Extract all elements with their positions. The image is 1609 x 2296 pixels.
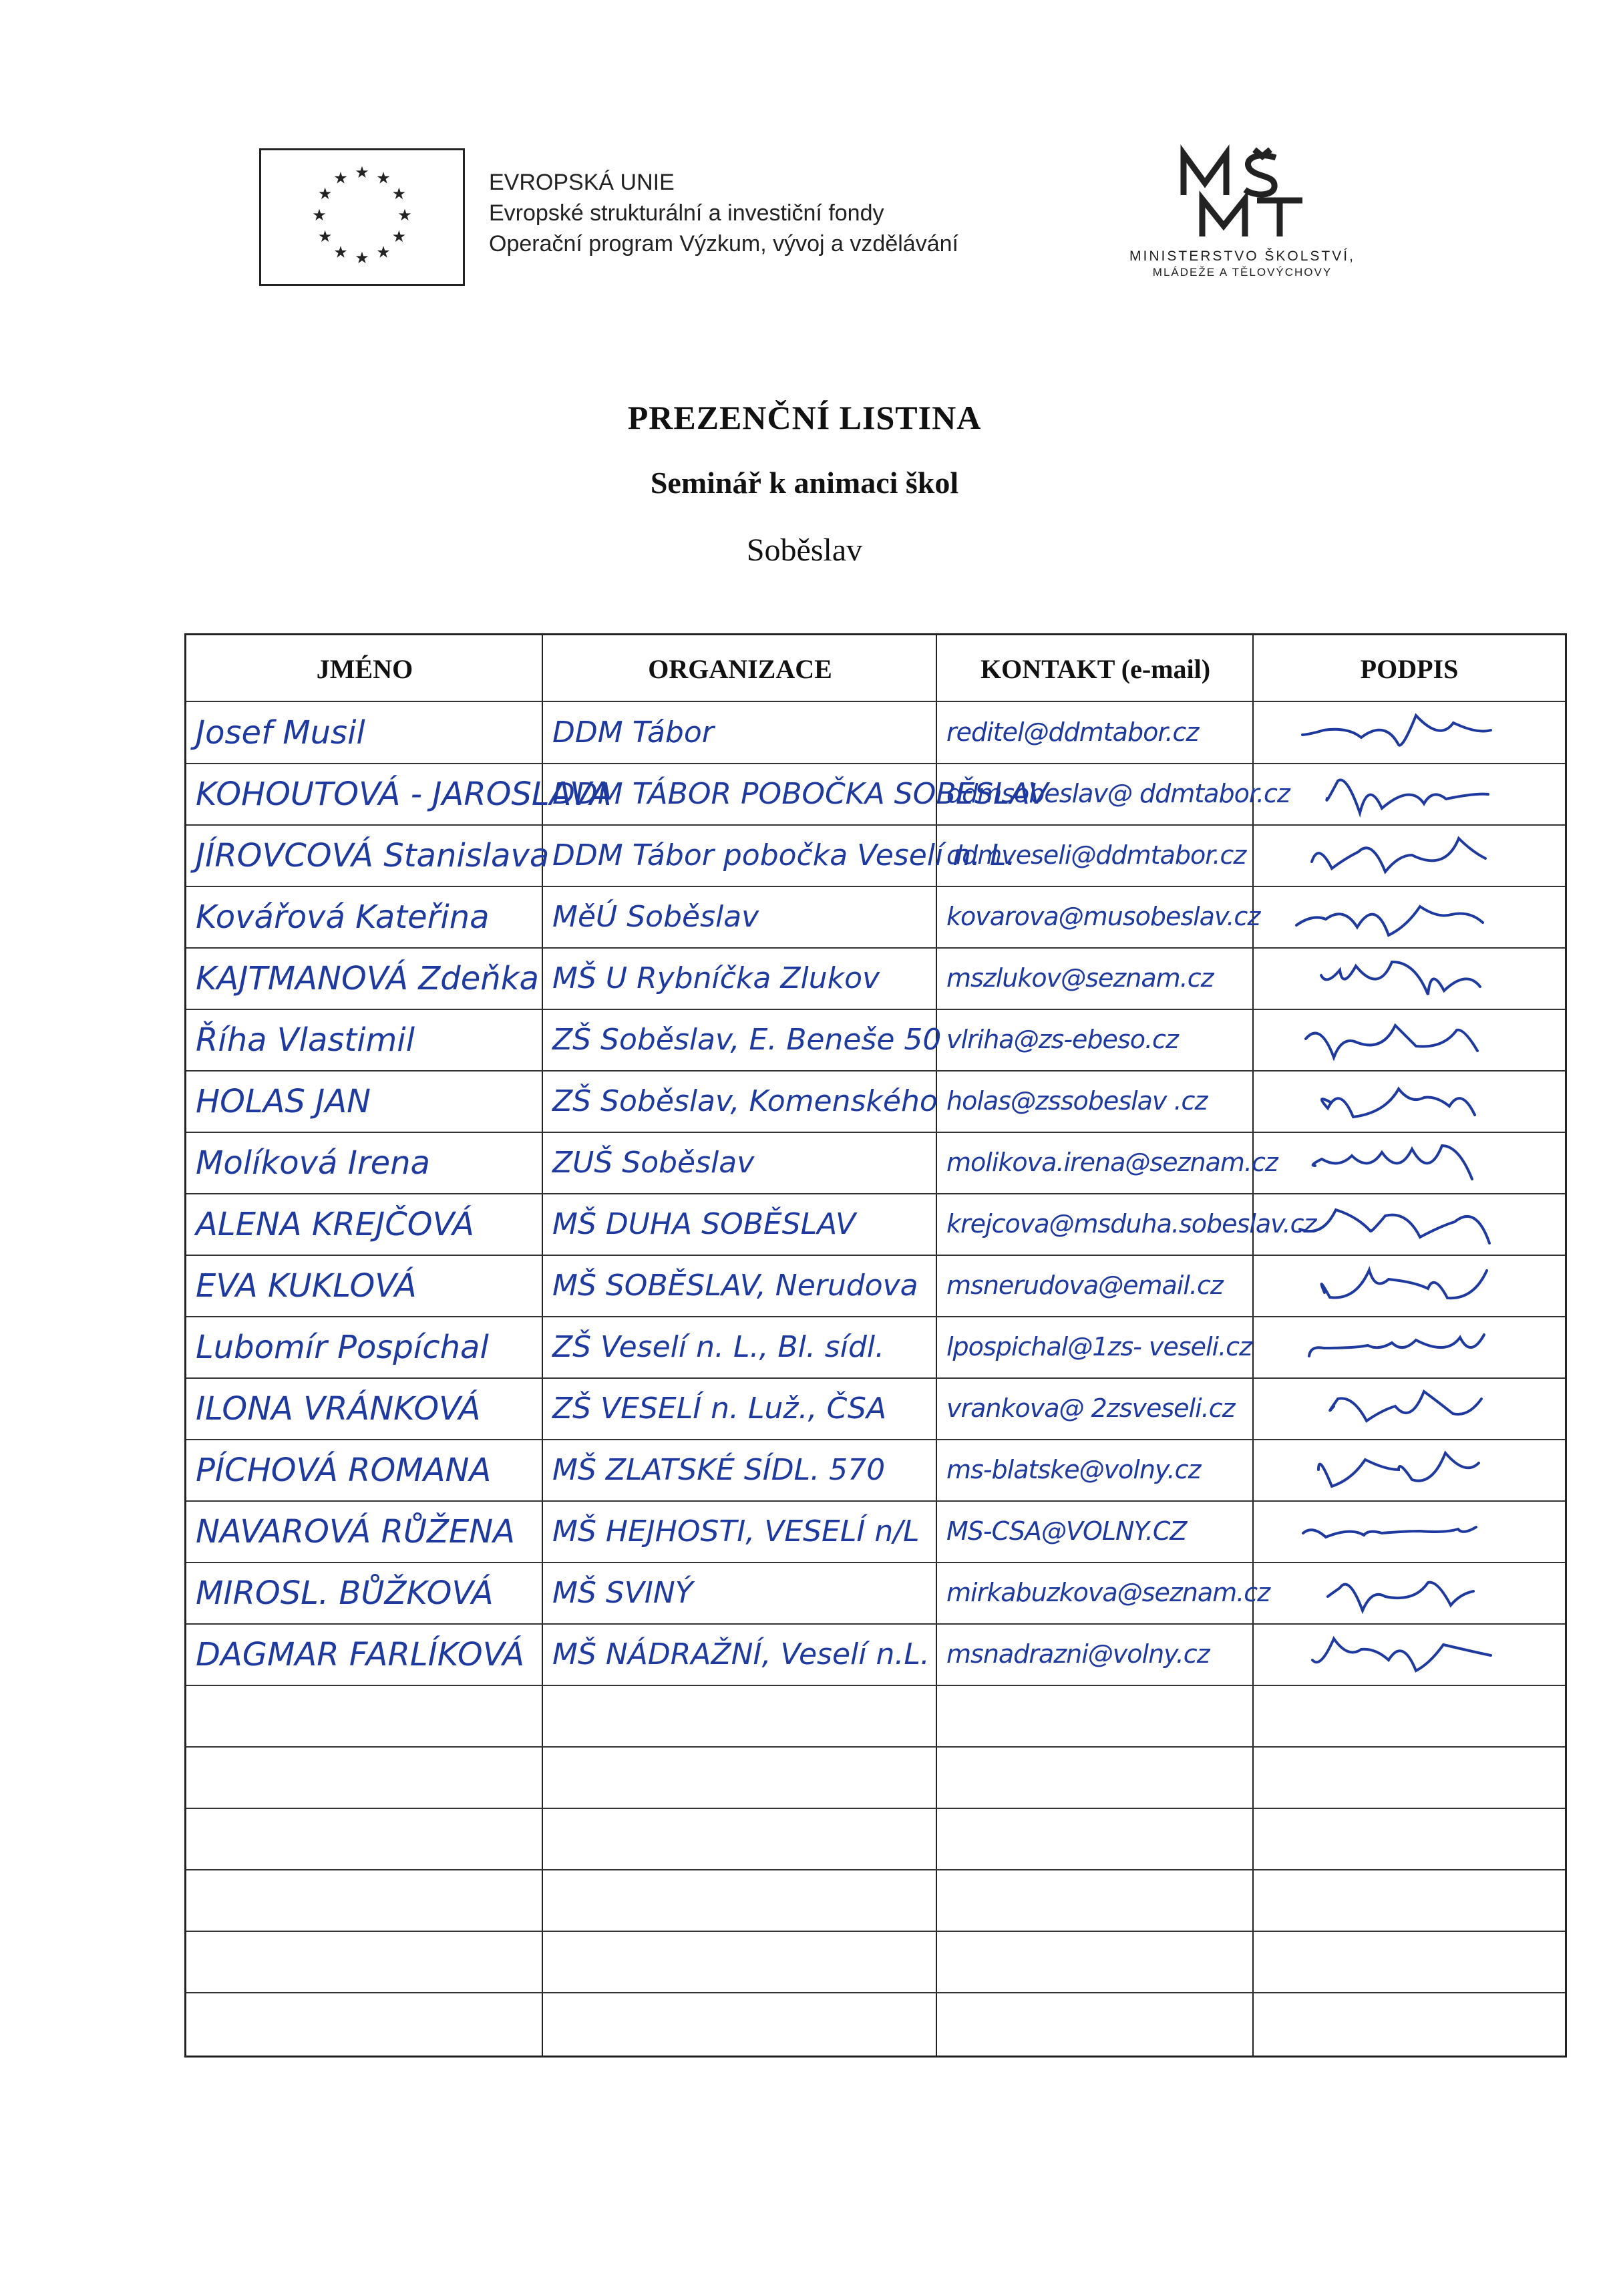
- attendee-email: lpospichal@1zs- veseli.cz: [946, 1332, 1252, 1362]
- attendee-name: [186, 1685, 542, 1747]
- table-row: [186, 1132, 1565, 1194]
- attendee-email: krejcova@msduha.sobeslav.cz: [946, 1209, 1316, 1239]
- signature-scribble: [1268, 1194, 1562, 1254]
- table-row: [186, 1378, 1565, 1440]
- attendee-organization: MŠ U Rybníčka Zlukov: [552, 961, 880, 995]
- attendee-name: EVA KUKLOVÁ: [196, 1267, 417, 1305]
- attendee-name: PÍCHOVÁ ROMANA: [196, 1451, 492, 1489]
- attendee-email: [937, 1870, 1252, 1931]
- msmt-logo-icon: [1176, 148, 1309, 242]
- attendee-email: kovarova@musobeslav.cz: [946, 902, 1260, 932]
- attendee-organization: DDM TÁBOR POBOČKA SOBĚSLAV: [552, 776, 1049, 811]
- table-row: [186, 1747, 1565, 1808]
- attendee-name: DAGMAR FARLÍKOVÁ: [196, 1635, 525, 1673]
- column-header-signature: PODPIS: [1360, 653, 1459, 684]
- attendee-name: [186, 1870, 542, 1931]
- attendee-organization: [543, 1808, 936, 1870]
- attendee-email: mirkabuzkova@seznam.cz: [946, 1578, 1270, 1608]
- row-divider: [186, 1931, 1565, 1932]
- table-row: [186, 702, 1565, 764]
- table-row: [186, 948, 1565, 1009]
- eu-star-icon: ★: [397, 206, 412, 224]
- table-row: [186, 1563, 1565, 1624]
- table-row: [186, 886, 1565, 948]
- attendee-name: ALENA KREJČOVÁ: [196, 1205, 474, 1243]
- table-row: [186, 1194, 1565, 1255]
- signature-scribble: [1268, 1255, 1562, 1315]
- table-row: [186, 1624, 1565, 1685]
- signature-scribble: [1268, 1501, 1562, 1561]
- eu-star-icon: ★: [355, 249, 369, 267]
- attendee-name: JÍROVCOVÁ Stanislava: [196, 836, 550, 874]
- eu-star-icon: ★: [376, 242, 391, 262]
- attendee-name: Molíková Irena: [196, 1144, 430, 1182]
- attendee-organization: ZŠ VESELÍ n. Luž., ČSA: [552, 1391, 887, 1426]
- eu-flag: [259, 148, 465, 286]
- attendee-name: Josef Musil: [196, 713, 365, 752]
- attendee-name: [186, 1993, 542, 2054]
- signature-scribble: [1268, 764, 1562, 824]
- attendee-email: [937, 1808, 1252, 1870]
- eu-star-icon: ★: [391, 184, 407, 203]
- attendee-name: Říha Vlastimil: [196, 1021, 415, 1059]
- attendee-organization: MŠ HEJHOSTI, VESELÍ n/L: [552, 1514, 920, 1548]
- signature-scribble: [1268, 825, 1562, 885]
- document-place: Soběslav: [746, 532, 863, 568]
- table-row: [186, 1440, 1565, 1501]
- attendee-name: Lubomír Pospíchal: [196, 1328, 489, 1366]
- attendee-organization: ZŠ Soběslav, E. Beneše 50: [552, 1022, 942, 1057]
- table-row: [186, 825, 1565, 886]
- eu-star-icon: ★: [376, 168, 391, 188]
- eu-funds: Evropské strukturální a investiční fondy: [489, 200, 884, 226]
- table-row: [186, 1071, 1565, 1132]
- row-divider: [186, 1132, 1565, 1133]
- eu-star-icon: ★: [355, 163, 369, 182]
- eu-star-icon: ★: [317, 184, 333, 203]
- attendee-name: NAVAROVÁ RŮŽENA: [196, 1512, 516, 1550]
- row-divider: [186, 1808, 1565, 1809]
- attendee-email: ddmsobeslav@ ddmtabor.cz: [946, 779, 1290, 809]
- column-header-name: JMÉNO: [316, 653, 413, 684]
- table-row: [186, 1808, 1565, 1870]
- signature-scribble: [1268, 1132, 1562, 1192]
- attendee-name: [186, 1808, 542, 1870]
- ministry-logo-block: [1095, 148, 1389, 289]
- attendee-organization: DDM Tábor: [552, 715, 714, 750]
- attendee-email: molikova.irena@seznam.cz: [946, 1148, 1278, 1178]
- attendee-name: KOHOUTOVÁ - JAROSLAVA: [196, 775, 612, 813]
- attendee-name: [186, 1931, 542, 1993]
- attendee-organization: [543, 1870, 936, 1931]
- signature-scribble: [1268, 1378, 1562, 1438]
- eu-program: Operační program Výzkum, vývoj a vzdělávání: [489, 231, 958, 257]
- attendee-organization: [543, 1685, 936, 1747]
- table-row: [186, 764, 1565, 825]
- eu-stars-icon: [261, 150, 463, 284]
- attendee-email: vrankova@ 2zsveseli.cz: [946, 1393, 1235, 1424]
- signature-scribble: [1268, 948, 1562, 1008]
- row-divider: [186, 1255, 1565, 1256]
- column-header-email: KONTAKT (e-mail): [980, 653, 1211, 684]
- table-row: [186, 1501, 1565, 1563]
- row-divider: [186, 1685, 1565, 1686]
- row-divider: [186, 1439, 1565, 1440]
- attendee-organization: MŠ DUHA SOBĚSLAV: [552, 1206, 856, 1241]
- row-divider: [186, 947, 1565, 949]
- attendee-email: msnadrazni@volny.cz: [946, 1639, 1210, 1669]
- row-divider: [186, 1193, 1565, 1194]
- row-divider: [186, 1070, 1565, 1072]
- ministry-name-line1: MINISTERSTVO ŠKOLSTVÍ,: [1129, 249, 1355, 264]
- row-divider: [186, 1500, 1565, 1502]
- attendee-email: reditel@ddmtabor.cz: [946, 717, 1199, 748]
- row-divider: [186, 824, 1565, 826]
- table-row: [186, 1009, 1565, 1071]
- table-row: [186, 1931, 1565, 1993]
- attendee-name: MIROSL. BŮŽKOVÁ: [196, 1574, 494, 1612]
- row-divider: [186, 763, 1565, 764]
- signature-scribble: [1268, 1563, 1562, 1623]
- row-divider: [186, 1746, 1565, 1748]
- attendee-organization: MŠ SVINÝ: [552, 1575, 693, 1610]
- attendee-organization: ZUŠ Soběslav: [552, 1145, 755, 1180]
- attendee-organization: [543, 1993, 936, 2054]
- attendee-organization: MŠ SOBĚSLAV, Nerudova: [552, 1268, 918, 1303]
- signature-scribble: [1268, 702, 1562, 762]
- attendee-name: KAJTMANOVÁ Zdeňka: [196, 959, 539, 997]
- row-divider: [186, 886, 1565, 887]
- signature-scribble: [1268, 1009, 1562, 1070]
- table-row: [186, 1317, 1565, 1378]
- row-divider: [186, 1377, 1565, 1379]
- attendee-organization: DDM Tábor pobočka Veselí n. L.: [552, 838, 1016, 872]
- attendee-email: vlriha@zs-ebeso.cz: [946, 1025, 1178, 1055]
- eu-star-icon: ★: [333, 168, 348, 188]
- table-row: [186, 1993, 1565, 2054]
- attendee-email: ms-blatske@volny.cz: [946, 1455, 1201, 1485]
- row-divider: [186, 1009, 1565, 1010]
- eu-star-icon: ★: [312, 206, 327, 224]
- column-header-organization: ORGANIZACE: [648, 653, 832, 684]
- attendance-table: [184, 633, 1567, 2058]
- attendee-name: Kovářová Kateřina: [196, 898, 490, 936]
- row-divider: [186, 1992, 1565, 1993]
- attendee-email: msnerudova@email.cz: [946, 1271, 1223, 1301]
- eu-star-icon: ★: [391, 227, 407, 246]
- signature-scribble: [1268, 1317, 1562, 1377]
- ministry-name-line2: MLÁDEŽE A TĚLOVÝCHOVY: [1152, 266, 1332, 279]
- attendee-email: [937, 1993, 1252, 2054]
- ministry-name: [1095, 249, 1389, 279]
- signature-scribble: [1268, 886, 1562, 947]
- row-divider: [186, 1316, 1565, 1317]
- eu-star-icon: ★: [333, 242, 348, 262]
- eu-star-icon: ★: [317, 227, 333, 246]
- attendee-email: ddmveseli@ddmtabor.cz: [946, 840, 1246, 870]
- table-row: [186, 1255, 1565, 1317]
- attendee-email: [937, 1747, 1252, 1808]
- row-divider: [186, 1623, 1565, 1625]
- attendee-organization: ZŠ Soběslav, Komenského: [552, 1084, 938, 1118]
- attendee-organization: MŠ NÁDRAŽNÍ, Veselí n.L.: [552, 1637, 930, 1671]
- table-row: [186, 1870, 1565, 1931]
- attendee-name: [186, 1747, 542, 1808]
- document-subtitle: Seminář k animaci škol: [650, 466, 959, 500]
- signature-scribble: [1268, 1071, 1562, 1131]
- attendee-email: mszlukov@seznam.cz: [946, 963, 1214, 993]
- attendee-name: HOLAS JAN: [196, 1082, 371, 1120]
- attendee-organization: ZŠ Veselí n. L., Bl. sídl.: [552, 1329, 885, 1364]
- attendee-organization: MěÚ Soběslav: [552, 899, 759, 934]
- row-divider: [186, 1562, 1565, 1563]
- eu-title: EVROPSKÁ UNIE: [489, 170, 675, 195]
- table-row: [186, 1685, 1565, 1747]
- eu-caption: [489, 167, 1090, 259]
- document-title: PREZENČNÍ LISTINA: [627, 399, 982, 436]
- signature-scribble: [1268, 1440, 1562, 1500]
- attendee-email: [937, 1931, 1252, 1993]
- signature-scribble: [1268, 1624, 1562, 1684]
- attendee-name: ILONA VRÁNKOVÁ: [196, 1389, 481, 1428]
- attendee-organization: MŠ ZLATSKÉ SÍDL. 570: [552, 1452, 886, 1487]
- attendee-email: [937, 1685, 1252, 1747]
- attendee-email: MS-CSA@VOLNY.CZ: [946, 1516, 1187, 1546]
- attendee-organization: [543, 1931, 936, 1993]
- row-divider: [186, 1869, 1565, 1870]
- attendee-email: holas@zssobeslav .cz: [946, 1086, 1208, 1116]
- attendee-organization: [543, 1747, 936, 1808]
